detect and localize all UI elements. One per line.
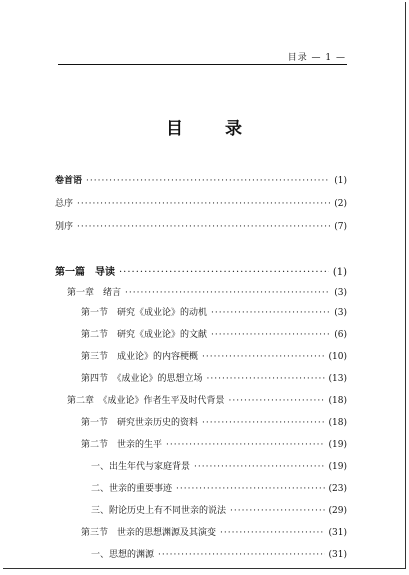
toc-entry-subsection[interactable] <box>91 459 347 472</box>
toc-page-number: (2) <box>334 199 347 209</box>
toc-page-number: (18) <box>328 418 347 428</box>
toc-page-number: (1) <box>332 267 347 278</box>
leader-dots <box>202 352 325 362</box>
toc-label: 第一篇 导读 <box>55 267 115 278</box>
toc-page-number: (18) <box>328 396 347 406</box>
page-title: 目 录 <box>166 119 260 139</box>
toc-page-number: (19) <box>328 440 347 450</box>
leader-dots <box>229 396 325 406</box>
toc-entry-chapter[interactable] <box>67 285 347 298</box>
toc-entry-section[interactable] <box>81 415 347 428</box>
document-page <box>3 2 406 569</box>
toc-entry-subsection[interactable] <box>91 503 347 516</box>
leader-dots <box>230 506 325 516</box>
toc-page-number: (7) <box>334 222 347 232</box>
toc-label: 二、世亲的重要事迹 <box>91 484 173 494</box>
toc-page-number: (3) <box>334 308 347 318</box>
leader-dots <box>194 462 325 472</box>
toc-entry[interactable] <box>55 196 347 209</box>
toc-label: 卷首语 <box>55 176 83 186</box>
toc-page-number: (6) <box>334 330 347 340</box>
toc-label: 第一节 研究《成业论》的动机 <box>81 308 208 318</box>
toc-label: 第三节 世亲的思想渊源及其演变 <box>81 528 217 538</box>
toc-entry-subsection[interactable] <box>91 547 347 560</box>
toc-label: 第二节 世亲的生平 <box>81 440 163 450</box>
leader-dots <box>77 222 330 232</box>
toc-page-number: (1) <box>334 176 347 186</box>
toc-entry[interactable] <box>55 219 347 232</box>
toc-label: 第二章 《成业论》作者生平及时代背景 <box>67 396 225 406</box>
toc-entry[interactable] <box>55 173 347 186</box>
leader-dots <box>176 484 325 494</box>
toc-page-number: (31) <box>328 550 347 560</box>
toc-entry-section[interactable] <box>81 437 347 450</box>
leader-dots <box>86 176 330 186</box>
toc-page-number: (19) <box>328 462 347 472</box>
header-rule <box>58 64 347 65</box>
toc-entry-section[interactable] <box>81 349 347 362</box>
toc-label: 第一节 研究世亲历史的资料 <box>81 418 199 428</box>
toc-label: 第四节 《成业论》的思想立场 <box>81 374 203 384</box>
toc-page-number: (3) <box>334 288 347 298</box>
toc-label: 总序 <box>55 199 74 209</box>
leader-dots <box>220 528 325 538</box>
toc-label: 第一章 绪言 <box>67 288 122 298</box>
leader-dots <box>119 267 329 278</box>
toc-page-number: (29) <box>328 506 347 516</box>
toc-entry-part[interactable] <box>55 263 347 278</box>
leader-dots <box>166 440 325 450</box>
leader-dots <box>158 550 325 560</box>
leader-dots <box>211 330 330 340</box>
leader-dots <box>211 308 330 318</box>
toc-entry-section[interactable] <box>81 305 347 318</box>
toc-label: 第二节 研究《成业论》的文献 <box>81 330 208 340</box>
leader-dots <box>202 418 325 428</box>
toc-label: 一、思想的渊源 <box>91 550 155 560</box>
running-header: 目录 — 1 — <box>287 53 346 63</box>
toc-label: 第三节 成业论》的内容梗概 <box>81 352 199 362</box>
toc-entry-section[interactable] <box>81 525 347 538</box>
toc-page-number: (13) <box>328 374 347 384</box>
toc-entry-section[interactable] <box>81 327 347 340</box>
toc-label: 三、附论历史上有不同世亲的说法 <box>91 506 227 516</box>
toc-page-number: (31) <box>328 528 347 538</box>
toc-page-number: (10) <box>328 352 347 362</box>
toc-page-number: (23) <box>328 484 347 494</box>
leader-dots <box>77 199 330 209</box>
toc-entry-chapter[interactable] <box>67 393 347 406</box>
toc-entry-section[interactable] <box>81 371 347 384</box>
leader-dots <box>207 374 325 384</box>
leader-dots <box>125 288 330 298</box>
toc-entry-subsection[interactable] <box>91 481 347 494</box>
toc-label: 别序 <box>55 222 74 232</box>
toc-label: 一、出生年代与家庭背景 <box>91 462 191 472</box>
